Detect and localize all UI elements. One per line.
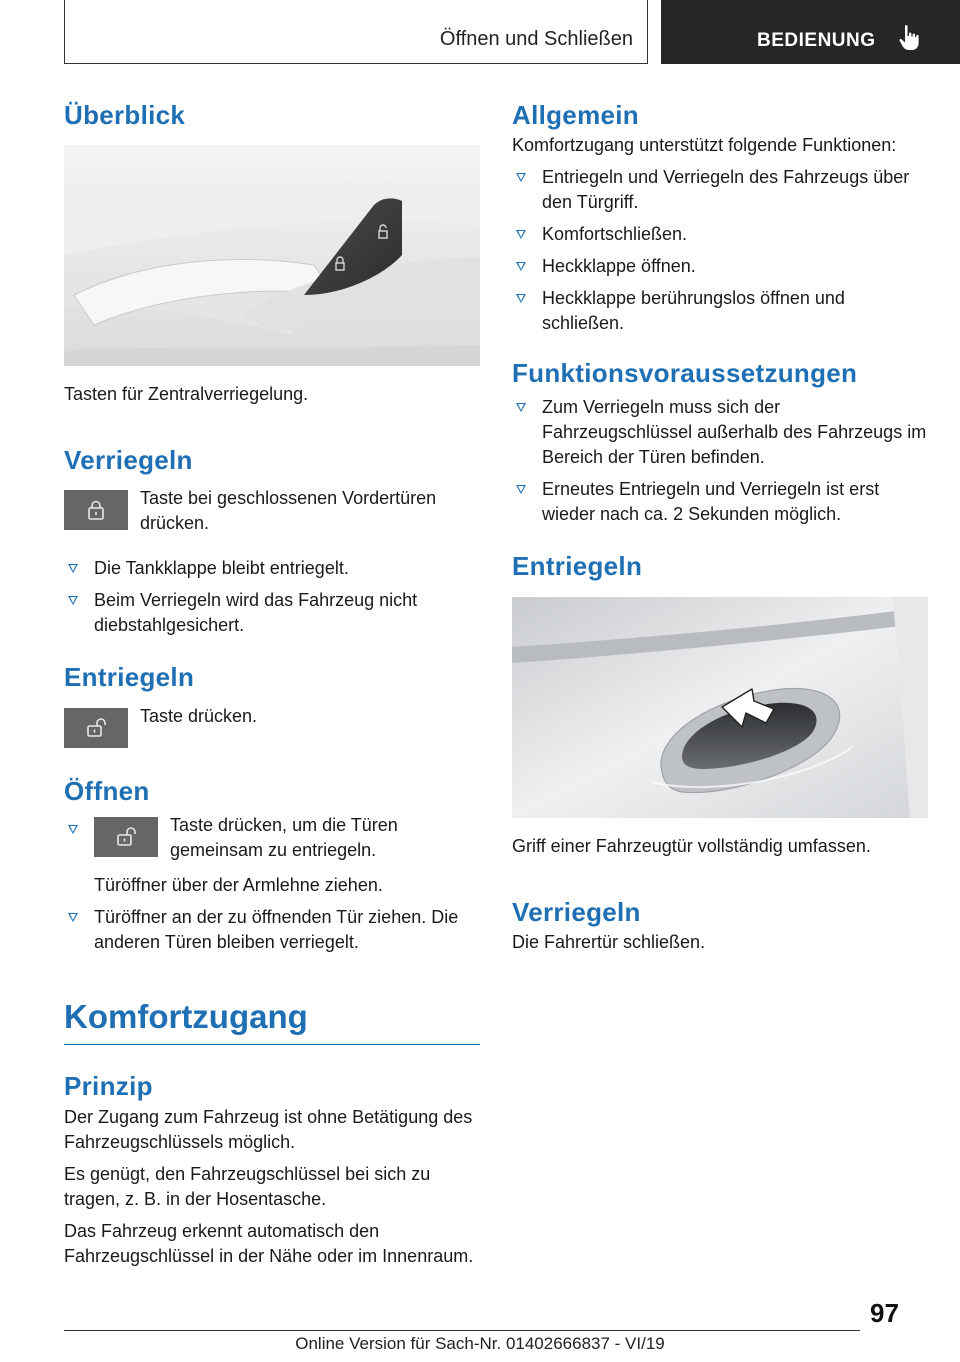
list-item: Beim Verriegeln wird das Fahrzeug nicht diebstahlgesichert.: [64, 588, 480, 638]
section-title: Öffnen und Schließen: [439, 28, 633, 50]
entriegeln-row: [64, 705, 480, 748]
lock-closed-icon: [85, 499, 107, 521]
heading-verriegeln-right: Verriegeln: [512, 896, 641, 927]
pointing-hand-icon: [898, 24, 922, 52]
bullet-triangle-icon: [68, 913, 78, 922]
left-column: [64, 100, 480, 1269]
prinzip-paragraph: Es genügt, den Fahrzeugschlüssel bei sich zu tragen, z. B. in der Hosentasche.: [64, 1163, 431, 1209]
heading-ueberblick: Überblick: [64, 100, 186, 130]
lock-button: [64, 490, 128, 530]
heading-entriegeln-left: Entriegeln: [64, 662, 195, 693]
funktionsvoraussetzungen-list: [512, 395, 930, 527]
list-item: Erneutes Entriegeln und Verriegeln ist erst wieder nach ca. 2 Sekunden möglich.: [512, 477, 930, 527]
list-item: Entriegeln und Verriegeln des Fahrzeugs über den Türgriff.: [512, 165, 930, 215]
oeffnen-list: [64, 814, 480, 955]
heading-oeffnen: Öffnen: [64, 775, 150, 806]
prinzip-paragraph: Der Zugang zum Fahrzeug ist ohne Betätigung des Fahrzeugschlüssels möglich.: [64, 1106, 473, 1152]
unlock-button: [94, 817, 158, 857]
exterior-door-handle-photo: [512, 597, 928, 818]
page-number: 97: [870, 1298, 899, 1328]
unlock-button: [64, 708, 128, 748]
bullet-triangle-icon: [516, 294, 526, 303]
allgemein-intro: Komfortzugang unterstützt folgende Funktionen:: [512, 135, 897, 156]
bullet-triangle-icon: [516, 173, 526, 182]
exterior-handle-illustration: [512, 597, 928, 818]
bullet-triangle-icon: [516, 230, 526, 239]
right-column: [512, 100, 930, 955]
running-header-section: [64, 0, 648, 64]
heading-verriegeln: Verriegeln: [64, 445, 193, 476]
oeffnen-item1-sub: Türöffner über der Armlehne ziehen.: [94, 874, 383, 895]
bullet-triangle-icon: [68, 596, 78, 605]
running-header-chapter: [661, 0, 960, 64]
verriegeln-text: Taste bei geschlossenen Vordertüren drücken.: [140, 488, 437, 534]
heading-prinzip: Prinzip: [64, 1071, 153, 1102]
allgemein-list: [512, 165, 930, 336]
verriegeln-list: [64, 556, 480, 638]
bullet-triangle-icon: [516, 403, 526, 412]
oeffnen-item1-text: Taste drücken, um die Türen gemeinsam zu entriegeln.: [170, 814, 398, 860]
list-item: Die Tankklappe bleibt entriegelt.: [64, 556, 480, 581]
heading-komfortzugang: Komfortzugang: [64, 997, 480, 1046]
chapter-title: BEDIENUNG: [757, 30, 876, 51]
list-item: [64, 814, 480, 898]
verriegeln-right-text: Die Fahrertür schließen.: [512, 931, 706, 952]
heading-allgemein: Allgemein: [512, 100, 639, 130]
entriegeln-text: Taste drücken.: [140, 705, 258, 726]
door-handle-lock-buttons-photo: [64, 145, 480, 366]
footer-divider: [64, 1330, 860, 1331]
photo-caption-handle: Griff einer Fahrzeugtür vollständig umfassen.: [512, 835, 871, 856]
photo-caption-buttons: Tasten für Zentralverriegelung.: [64, 384, 309, 405]
prinzip-paragraph: Das Fahrzeug erkennt automatisch den Fahrzeugschlüssel in der Nähe oder im Innenraum.: [64, 1220, 474, 1266]
lock-open-icon: [115, 826, 137, 848]
heading-entriegeln-right: Entriegeln: [512, 551, 643, 582]
list-item: Türöffner an der zu öffnenden Tür ziehen. Die anderen Türen bleiben verriegelt.: [64, 905, 480, 955]
footer-text: Online Version für Sach-Nr. 01402666837 - VI/19: [295, 1334, 665, 1353]
bullet-triangle-icon: [516, 262, 526, 271]
bullet-triangle-icon: [68, 564, 78, 573]
lock-open-icon: [85, 717, 107, 739]
list-item: Heckklappe öffnen.: [512, 254, 930, 279]
heading-funktionsvoraussetzungen: Funktionsvoraussetzungen: [512, 358, 858, 389]
list-item: Heckklappe berührungslos öffnen und schließen.: [512, 286, 930, 336]
list-item: Komfortschließen.: [512, 222, 930, 247]
door-handle-illustration: [64, 145, 480, 366]
bullet-triangle-icon: [516, 485, 526, 494]
verriegeln-row: [64, 490, 480, 536]
list-item: Zum Verriegeln muss sich der Fahrzeugschlüssel außerhalb des Fahrzeugs im Bereich der Türen befinden.: [512, 395, 930, 470]
bullet-triangle-icon: [68, 825, 78, 834]
